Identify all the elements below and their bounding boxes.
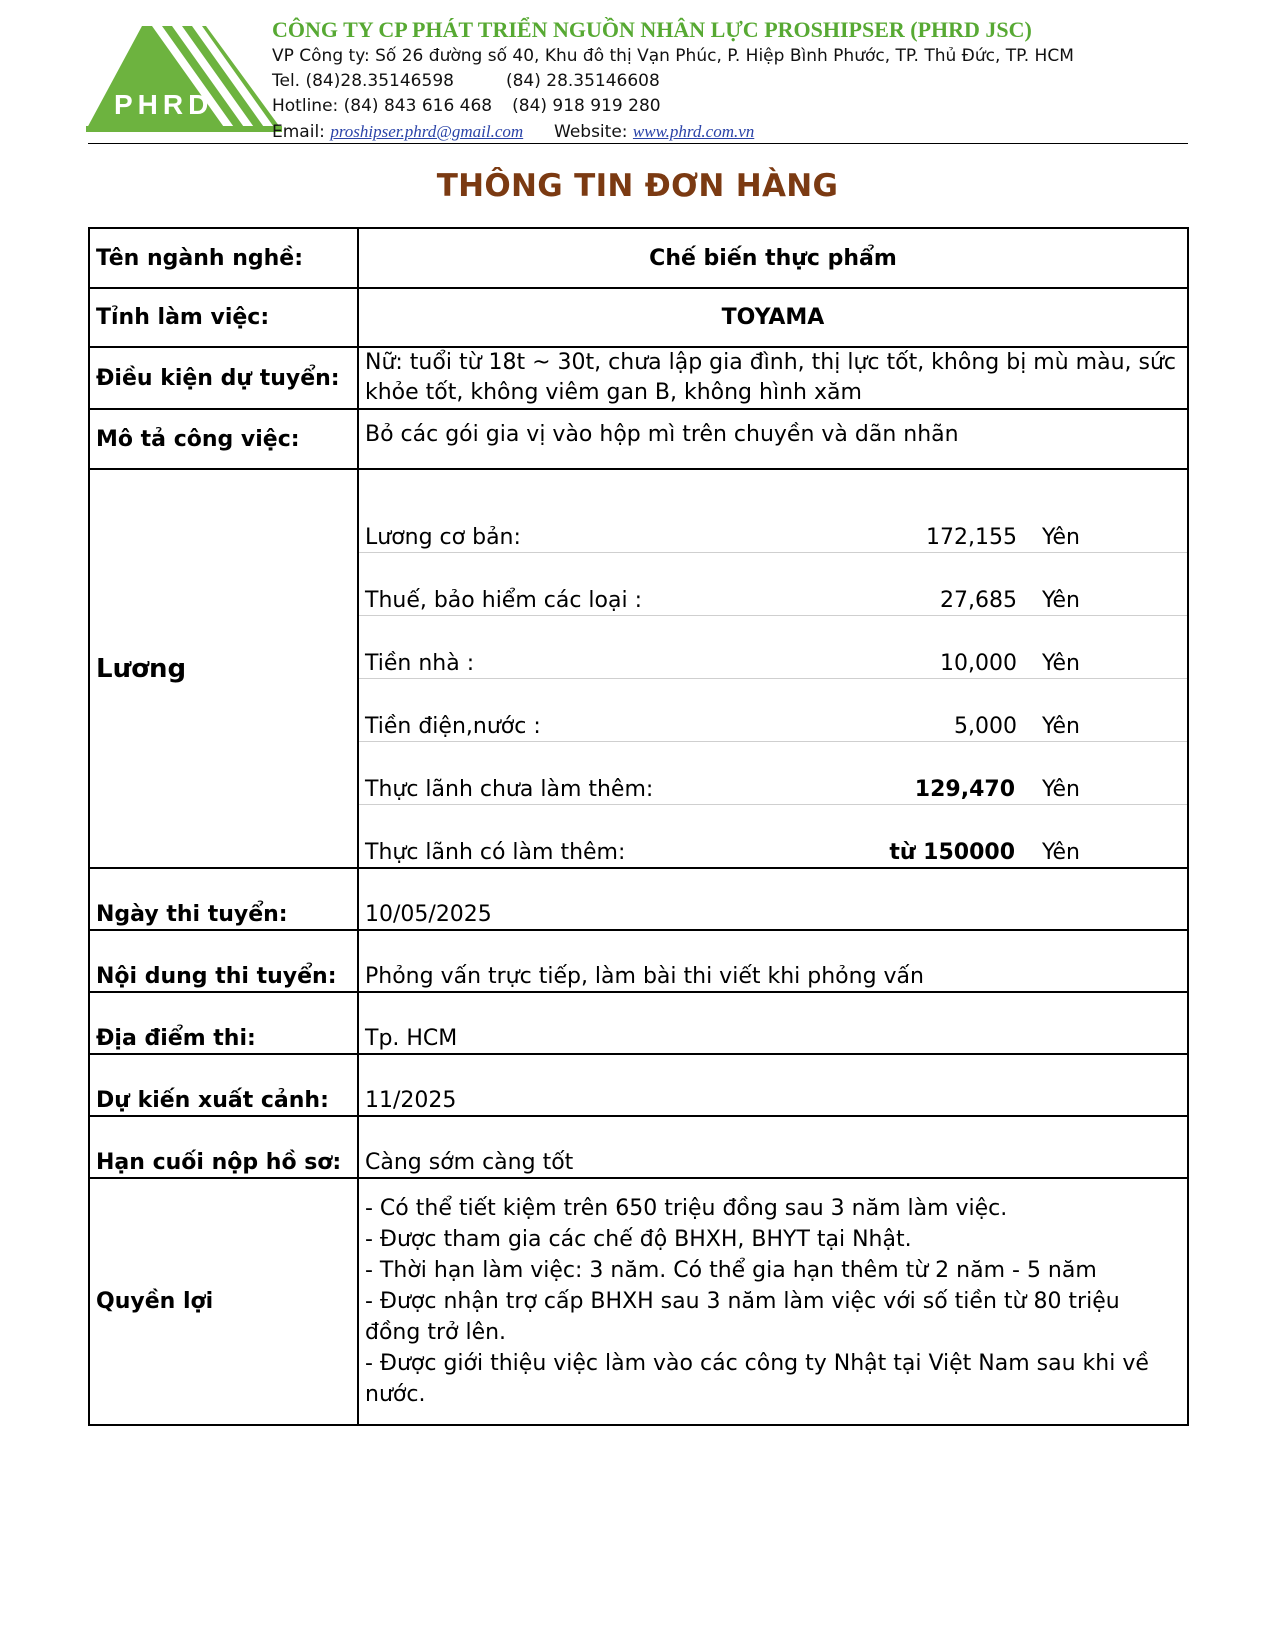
benefits-list <box>365 1179 1181 1424</box>
website-label: Website: <box>554 122 628 142</box>
salary-item-unit: Yên <box>1042 651 1080 676</box>
company-name: CÔNG TY CP PHÁT TRIỂN NGUỒN NHÂN LỰC PROSHIPSER (PHRD JSC) <box>272 17 1032 42</box>
company-address: VP Công ty: Số 26 đường số 40, Khu đô thị Vạn Phúc, P. Hiệp Bình Phước, TP. Thủ Đức, TP. HCM <box>272 46 1074 66</box>
departure-value: 11/2025 <box>358 1054 1188 1116</box>
hotline-1: Hotline: (84) 843 616 468 <box>272 96 493 116</box>
email-link[interactable]: proshipser.phrd@gmail.com <box>330 122 524 141</box>
phone-line <box>272 69 1192 94</box>
salary-row <box>359 616 1187 679</box>
row-industry <box>89 228 1188 288</box>
industry-label: Tên ngành nghề: <box>89 228 358 288</box>
exam-date-label: Ngày thi tuyển: <box>89 868 358 930</box>
salary-item-amount: 10,000 <box>940 651 1017 676</box>
description-label: Mô tả công việc: <box>89 409 358 469</box>
hotline-2: (84) 918 919 280 <box>512 96 661 116</box>
salary-item-amount: 129,470 <box>914 777 1015 802</box>
salary-item-label: Tiền điện,nước : <box>365 714 541 739</box>
row-departure <box>89 1054 1188 1116</box>
salary-row <box>359 490 1187 553</box>
salary-item-amount: 172,155 <box>926 525 1017 550</box>
header-divider <box>88 143 1188 144</box>
row-deadline <box>89 1116 1188 1178</box>
row-benefits <box>89 1178 1188 1425</box>
row-exam-content <box>89 930 1188 992</box>
salary-item-label: Tiền nhà : <box>365 651 475 676</box>
industry-value: Chế biến thực phẩm <box>358 228 1188 288</box>
benefit-item: - Được tham gia các chế độ BHXH, BHYT tại Nhật. <box>365 1227 912 1252</box>
website-link[interactable]: www.phrd.com.vn <box>632 122 755 141</box>
row-province <box>89 288 1188 347</box>
benefits-label: Quyền lợi <box>89 1178 358 1425</box>
row-exam-date <box>89 868 1188 930</box>
order-table <box>88 227 1189 1426</box>
salary-item-label: Thực lãnh có làm thêm: <box>365 840 626 865</box>
requirements-label: Điều kiện dự tuyển: <box>89 347 358 409</box>
benefit-item: - Được nhận trợ cấp BHXH sau 3 năm làm việc với số tiền từ 80 triệu đồng trở lên. <box>365 1289 1120 1345</box>
logo-text: PHRD <box>114 89 214 120</box>
salary-item-label: Thực lãnh chưa làm thêm: <box>365 777 654 802</box>
salary-row <box>359 742 1187 805</box>
salary-cell <box>358 469 1188 868</box>
row-description <box>89 409 1188 469</box>
deadline-value: Càng sớm càng tốt <box>358 1116 1188 1178</box>
departure-label: Dự kiến xuất cảnh: <box>89 1054 358 1116</box>
hotline-line <box>272 94 1192 119</box>
row-requirements <box>89 347 1188 409</box>
exam-place-value: Tp. HCM <box>358 992 1188 1054</box>
salary-item-unit: Yên <box>1042 777 1080 802</box>
tel-1: Tel. (84)28.35146598 <box>272 71 454 91</box>
salary-row <box>359 679 1187 742</box>
deadline-label: Hạn cuối nộp hồ sơ: <box>89 1116 358 1178</box>
salary-item-amount: 27,685 <box>940 588 1017 613</box>
exam-date-value: 10/05/2025 <box>358 868 1188 930</box>
salary-item-label: Thuế, bảo hiểm các loại : <box>365 588 642 613</box>
exam-place-label: Địa điểm thi: <box>89 992 358 1054</box>
salary-row <box>359 805 1187 867</box>
salary-item-unit: Yên <box>1042 588 1080 613</box>
salary-item-unit: Yên <box>1042 840 1080 865</box>
company-info <box>272 16 1192 145</box>
benefit-item: - Có thể tiết kiệm trên 650 triệu đồng sau 3 năm làm việc. <box>365 1196 1008 1221</box>
salary-row <box>359 553 1187 616</box>
tel-2: (84) 28.35146608 <box>505 71 660 91</box>
province-value: TOYAMA <box>358 288 1188 347</box>
contact-line <box>272 119 1192 145</box>
salary-item-amount: từ 150000 <box>889 840 1015 865</box>
page-title: THÔNG TIN ĐƠN HÀNG <box>436 168 839 204</box>
row-exam-place <box>89 992 1188 1054</box>
phrd-logo <box>86 18 282 138</box>
benefits-cell <box>358 1178 1188 1425</box>
benefit-item: - Thời hạn làm việc: 3 năm. Có thể gia hạn thêm từ 2 năm - 5 năm <box>365 1258 1097 1283</box>
email-label: Email: <box>272 122 325 142</box>
exam-content-label: Nội dung thi tuyển: <box>89 930 358 992</box>
province-label: Tỉnh làm việc: <box>89 288 358 347</box>
benefit-item: - Được giới thiệu việc làm vào các công ty Nhật tại Việt Nam sau khi về nước. <box>365 1351 1149 1407</box>
salary-item-unit: Yên <box>1042 525 1080 550</box>
salary-item-unit: Yên <box>1042 714 1080 739</box>
description-value: Bỏ các gói gia vị vào hộp mì trên chuyền và dãn nhãn <box>358 409 1188 469</box>
exam-content-value: Phỏng vấn trực tiếp, làm bài thi viết khi phỏng vấn <box>358 930 1188 992</box>
salary-list <box>359 470 1187 867</box>
salary-item-label: Lương cơ bản: <box>365 525 521 550</box>
salary-item-amount: 5,000 <box>954 714 1017 739</box>
salary-label: Lương <box>89 469 358 868</box>
row-salary <box>89 469 1188 868</box>
requirements-value: Nữ: tuổi từ 18t ~ 30t, chưa lập gia đình, thị lực tốt, không bị mù màu, sức khỏe tốt, không viêm gan B, không hình xăm <box>358 347 1188 409</box>
